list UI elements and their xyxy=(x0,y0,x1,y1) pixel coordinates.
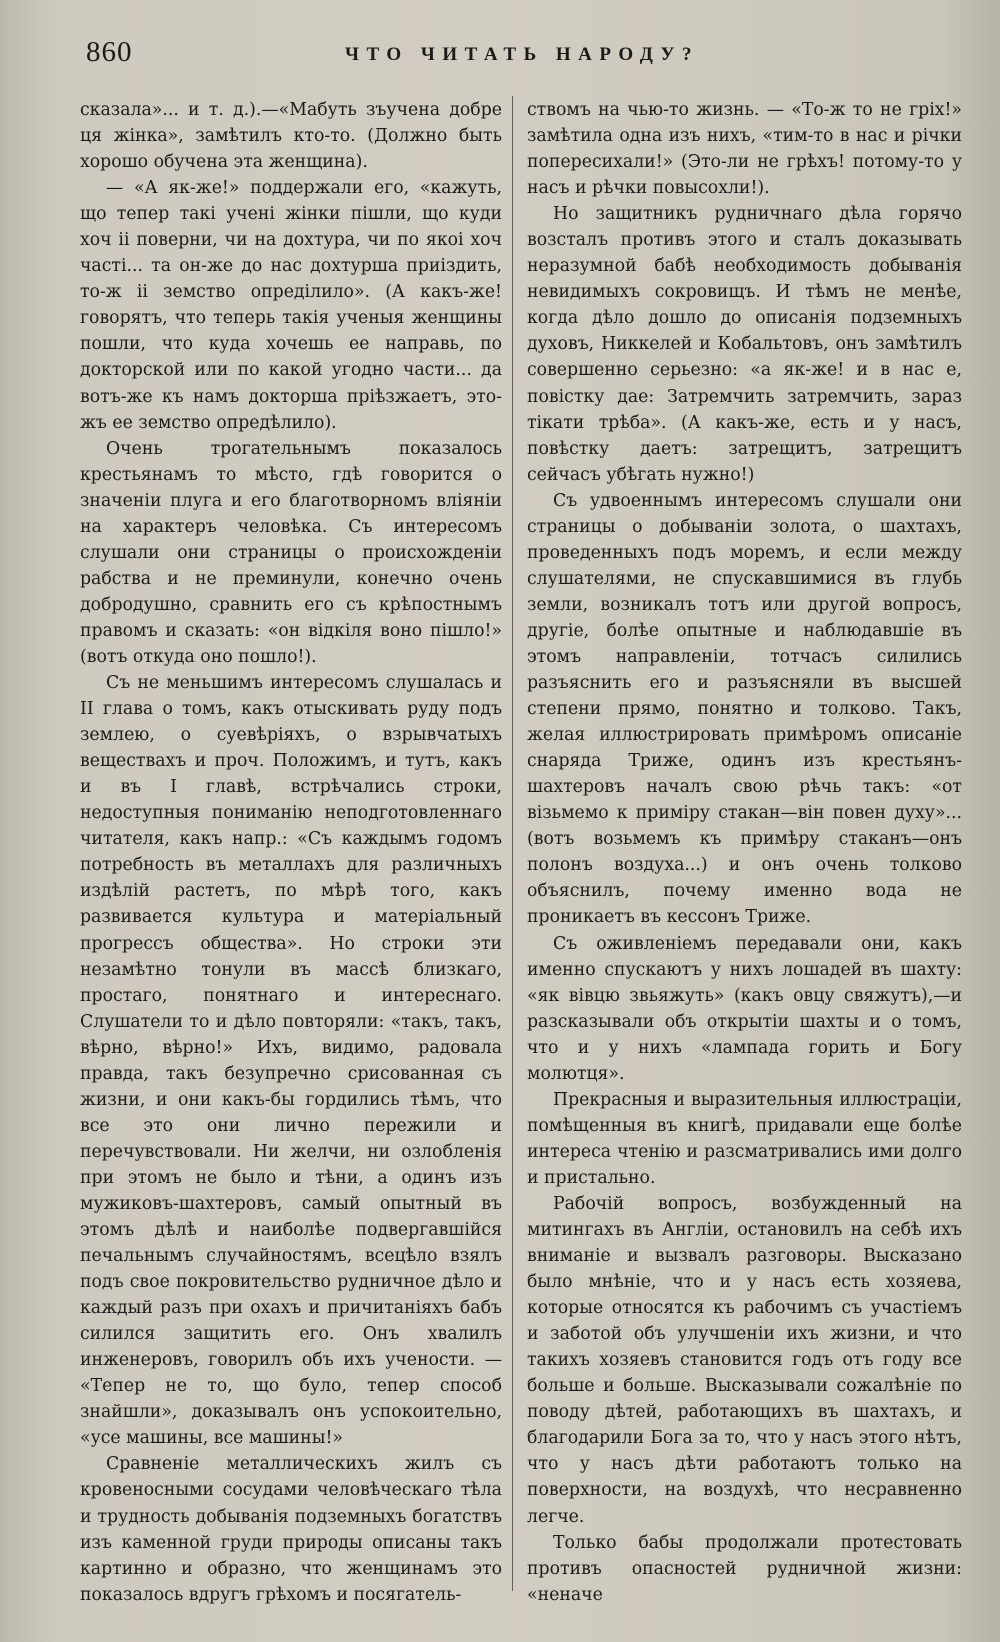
paragraph: Только бабы продолжали протестовать противъ опасностей рудничной жизни: «неначе xyxy=(527,1532,962,1605)
right-column xyxy=(527,97,962,1608)
paragraph: Съ не меньшимъ интересомъ слушалась и II глава о томъ, какъ отыскивать руду подъ землею, о суевѣріяхъ, о взрывчатыхъ веществахъ и проч. Положимъ, и тутъ, какъ и въ I главѣ, встрѣчались строки, недоступныя пониманію неподготовленнаго читателя, какъ напр.: «Съ каждымъ годомъ потребность въ металлахъ для различныхъ издѣлій растетъ, по мѣрѣ того, какъ развивается культура и матеріальный прогрессъ общества». Но строки эти незамѣтно тонули въ массѣ близкаго, простаго, понятнаго и интереснаго. Слушатели то и дѣло повторяли: «такъ, такъ, вѣрно, вѣрно!» Ихъ, видимо, радовала правда, такъ безупречно срисованная съ жизни, и они какъ-бы гордились тѣмъ, что все это они лично пережили и перечувствовали. Ни желчи, ни озлобленія при этомъ не было и тѣни, а одинъ изъ мужиковъ-шахтеровъ, самый опытный въ этомъ дѣлѣ и наиболѣе подвергавшійся печальнымъ случайностямъ, всецѣло взялъ подъ свое покровительство рудничное дѣло и каждый разъ при охахъ и причитаніяхъ бабъ силился защитить его. Онъ хвалилъ инженеровъ, говорилъ объ ихъ учености. — «Тепер не то, що було, тепер способ знайшли», доказывалъ онъ успокоительно, «усе машины, все машины!» xyxy=(80,673,502,1449)
page-header xyxy=(0,36,1000,76)
column-divider xyxy=(512,96,513,1591)
paragraph: Съ оживленіемъ передавали они, какъ именно спускаютъ у нихъ лошадей въ шахту: «як вівцю звьяжуть» (какъ овцу свяжутъ),—и разсказывали объ открытіи шахты и о томъ, что и у нихъ «лампада горить и Богу молютця». xyxy=(527,933,962,1084)
paragraph: ствомъ на чью-то жизнь. — «То-ж то не гріх!» замѣтила одна изъ нихъ, «тим-то в нас и річки попересихали!» (Это-ли не грѣхъ! потому-то у насъ и рѣчки повысохли!). xyxy=(527,100,962,199)
paragraph: Но защитникъ рудничнаго дѣла горячо возсталъ противъ этого и сталъ доказывать неразумной бабѣ необходимость добыванія невидимыхъ сокровищъ. И тѣмъ не менѣе, когда дѣло дошло до описанія подземныхъ духовъ, Никкелей и Кобальтовъ, онъ замѣтилъ совершенно серьезно: «а як-же! и в нас е, повістку дае: Затремчить затремчить, зараз тікати трѣба». (А какъ-же, есть и у насъ, повѣстку даетъ: затрещитъ, затрещитъ сейчасъ убѣгать нужно!) xyxy=(527,204,962,485)
paragraph: Очень трогательнымъ показалось крестьянамъ то мѣсто, гдѣ говорится о значеніи плуга и его благотворномъ вліяніи на характеръ человѣка. Съ интересомъ слушали они страницы о происхожденіи рабства и не преминули, конечно очень добродушно, сравнить его съ крѣпостнымъ правомъ и сказать: «он відкіля воно пішло!» (вотъ откуда оно пошло!). xyxy=(80,438,502,667)
paragraph: Рабочій вопросъ, возбужденный на митингахъ въ Англіи, остановилъ на себѣ ихъ вниманіе и вызвалъ разговоры. Высказано было мнѣніе, что и у насъ есть хозяева, которые относятся къ рабочимъ съ участіемъ и заботой объ улучшеніи ихъ жизни, и что такихъ хозяевъ становится годъ отъ году все больше и больше. Высказывали сожалѣніе по поводу дѣтей, работающихъ въ шахтахъ, и благодарили Бога за то, что у насъ этого нѣтъ, что у насъ дѣти работаютъ только на поверхности, на воздухѣ, что несравненно легче. xyxy=(527,1193,962,1527)
paragraph: Съ удвоеннымъ интересомъ слушали они страницы о добываніи золота, о шахтахъ, проведенныхъ подъ моремъ, и если между слушателями, не спускавшимися въ глубь земли, возникалъ тотъ или другой вопросъ, другіе, болѣе опытные и наблюдавшіе въ этомъ направленіи, тотчасъ силились разъяснить его и разъясняли въ высшей степени прямо, понятно и толково. Такъ, желая иллюстрировать примѣромъ описаніе снаряда Триже, одинъ изъ крестьянъ-шахтеровъ началъ свою рѣчь такъ: «от візьмемо к приміру стакан—він повен духу»... (вотъ возьмемъ къ примѣру стаканъ—онъ полонъ воздуха...) и онъ очень толково объяснилъ, почему именно вода не проникаетъ въ кессонъ Триже. xyxy=(527,490,962,928)
paragraph: сказала»... и т. д.).—«Мабуть зъучена добре ця жінка», замѣтилъ кто-то. (Должно быть хорошо обучена эта женщина). xyxy=(80,100,502,173)
running-title: ЧТО ЧИТАТЬ НАРОДУ? xyxy=(345,44,699,65)
paragraph: Сравненіе металлическихъ жилъ съ кровеносными сосудами человѣческаго тѣла и трудность добыванія подземныхъ богатствъ изъ каменной груди природы описаны такъ картинно и образно, что женщинамъ это показалось вдругъ грѣхомъ и посягатель- xyxy=(80,1454,502,1605)
page-number: 860 xyxy=(86,36,133,68)
left-column xyxy=(80,97,502,1608)
paragraph: — «А як-же!» поддержали его, «кажуть, що тепер такі учені жінки пішли, що куди хоч ii поверни, чи на дохтура, чи по якоі хоч часті... та он-же до нас дохтурша приіздить, то-ж ii земство опредiлило». (А какъ-же! говорятъ, что теперь такія ученыя женщины пошли, что куда хочешь ее направь, по докторской или по какой угодно части... да вотъ-же къ намъ докторша пріѣзжаетъ, это-жъ ее земство опредѣлило). xyxy=(80,178,502,433)
paragraph: Прекрасныя и выразительныя иллюстраціи, помѣщенныя въ книгѣ, придавали еще болѣе интереса чтенію и разсматривались ими долго и пристально. xyxy=(527,1089,962,1188)
